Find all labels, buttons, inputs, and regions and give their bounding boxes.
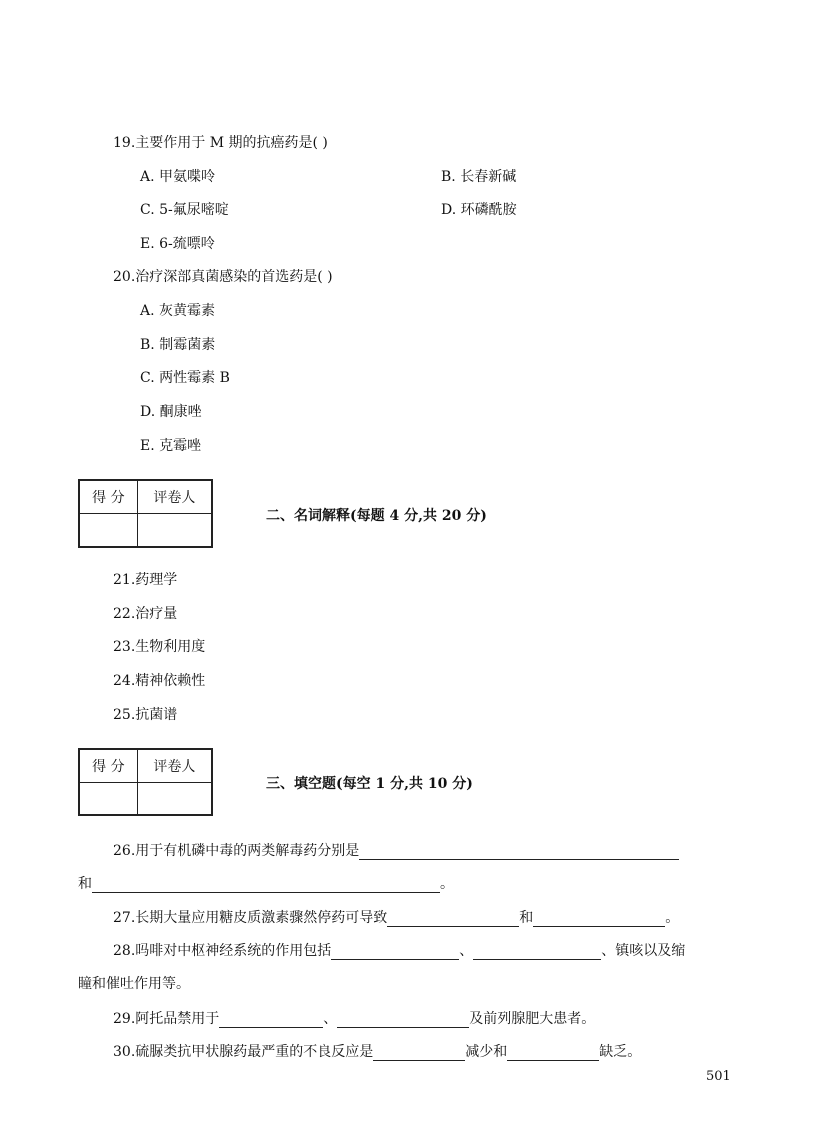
term-item-24: 24.精神依赖性	[113, 673, 206, 689]
fill-q29-sep: 、	[323, 1011, 338, 1027]
blank-29-2[interactable]	[337, 1013, 469, 1028]
score-cell[interactable]	[80, 783, 138, 815]
q19-option-c: C. 5-氟尿嘧啶	[140, 202, 229, 218]
q20-stem: 20.治疗深部真菌感染的首选药是( )	[113, 269, 333, 285]
fill-q30-text: 30.硫脲类抗甲状腺药最严重的不良反应是	[113, 1044, 374, 1060]
fill-q26-end: 。	[440, 876, 454, 892]
blank-29-1[interactable]	[219, 1013, 323, 1028]
fill-q29-end: 及前列腺肥大患者。	[469, 1011, 596, 1027]
q20-option-b: B. 制霉菌素	[140, 337, 216, 353]
fill-q28-line1	[113, 942, 685, 960]
q19-option-e: E. 6-巯嘌呤	[140, 236, 215, 252]
section3-title: 三、填空题(每空 1 分,共 10 分)	[266, 776, 473, 792]
q20-option-a: A. 灰黄霉素	[140, 303, 216, 319]
blank-30-1[interactable]	[373, 1046, 465, 1061]
score-box-section3	[78, 748, 213, 816]
fill-q27	[113, 909, 679, 927]
fill-q27-end: 。	[665, 910, 680, 926]
grader-header: 评卷人	[137, 750, 211, 783]
score-box-section2	[78, 479, 213, 548]
q20-option-e: E. 克霉唑	[140, 438, 202, 454]
q19-stem: 19.主要作用于 M 期的抗癌药是( )	[113, 135, 328, 151]
fill-q26-line2	[78, 875, 454, 893]
blank-26-1[interactable]	[359, 845, 679, 860]
fill-q28-text: 28.吗啡对中枢神经系统的作用包括	[113, 943, 332, 959]
term-item-21: 21.药理学	[113, 572, 178, 588]
grader-cell[interactable]	[137, 514, 211, 547]
q19-option-a: A. 甲氨喋呤	[140, 169, 216, 185]
grader-header: 评卷人	[137, 481, 211, 514]
term-item-23: 23.生物利用度	[113, 639, 206, 655]
page-number: 501	[706, 1069, 731, 1084]
grader-cell[interactable]	[137, 783, 211, 815]
term-item-25: 25.抗菌谱	[113, 707, 178, 723]
fill-q27-text: 27.长期大量应用糖皮质激素骤然停药可导致	[113, 910, 388, 926]
fill-q29-text: 29.阿托品禁用于	[113, 1011, 220, 1027]
q20-option-d: D. 酮康唑	[140, 404, 202, 420]
fill-q29	[113, 1010, 595, 1028]
score-cell[interactable]	[80, 514, 138, 547]
fill-q28-tail: 、镇咳以及缩	[601, 943, 686, 959]
blank-27-2[interactable]	[533, 912, 665, 927]
fill-q26-and: 和	[78, 876, 92, 892]
fill-q26-line1	[113, 842, 679, 860]
q19-option-d: D. 环磷酰胺	[441, 202, 517, 218]
blank-27-1[interactable]	[387, 912, 519, 927]
fill-q30-end: 缺乏。	[599, 1044, 642, 1060]
blank-28-1[interactable]	[331, 945, 459, 960]
score-header: 得 分	[80, 481, 138, 514]
section2-title: 二、名词解释(每题 4 分,共 20 分)	[266, 508, 487, 524]
fill-q27-and: 和	[519, 910, 534, 926]
fill-q26-text: 26.用于有机磷中毒的两类解毒药分别是	[113, 843, 360, 859]
q20-option-c: C. 两性霉素 B	[140, 370, 230, 386]
term-item-22: 22.治疗量	[113, 606, 178, 622]
score-header: 得 分	[80, 750, 138, 783]
fill-q30	[113, 1043, 641, 1061]
fill-q28-sep: 、	[459, 943, 474, 959]
blank-26-2[interactable]	[92, 878, 440, 893]
blank-30-2[interactable]	[507, 1046, 599, 1061]
fill-q28-line2: 瞳和催吐作用等。	[78, 976, 190, 992]
blank-28-2[interactable]	[473, 945, 601, 960]
fill-q30-mid: 减少和	[465, 1044, 508, 1060]
q19-option-b: B. 长春新碱	[441, 169, 517, 185]
